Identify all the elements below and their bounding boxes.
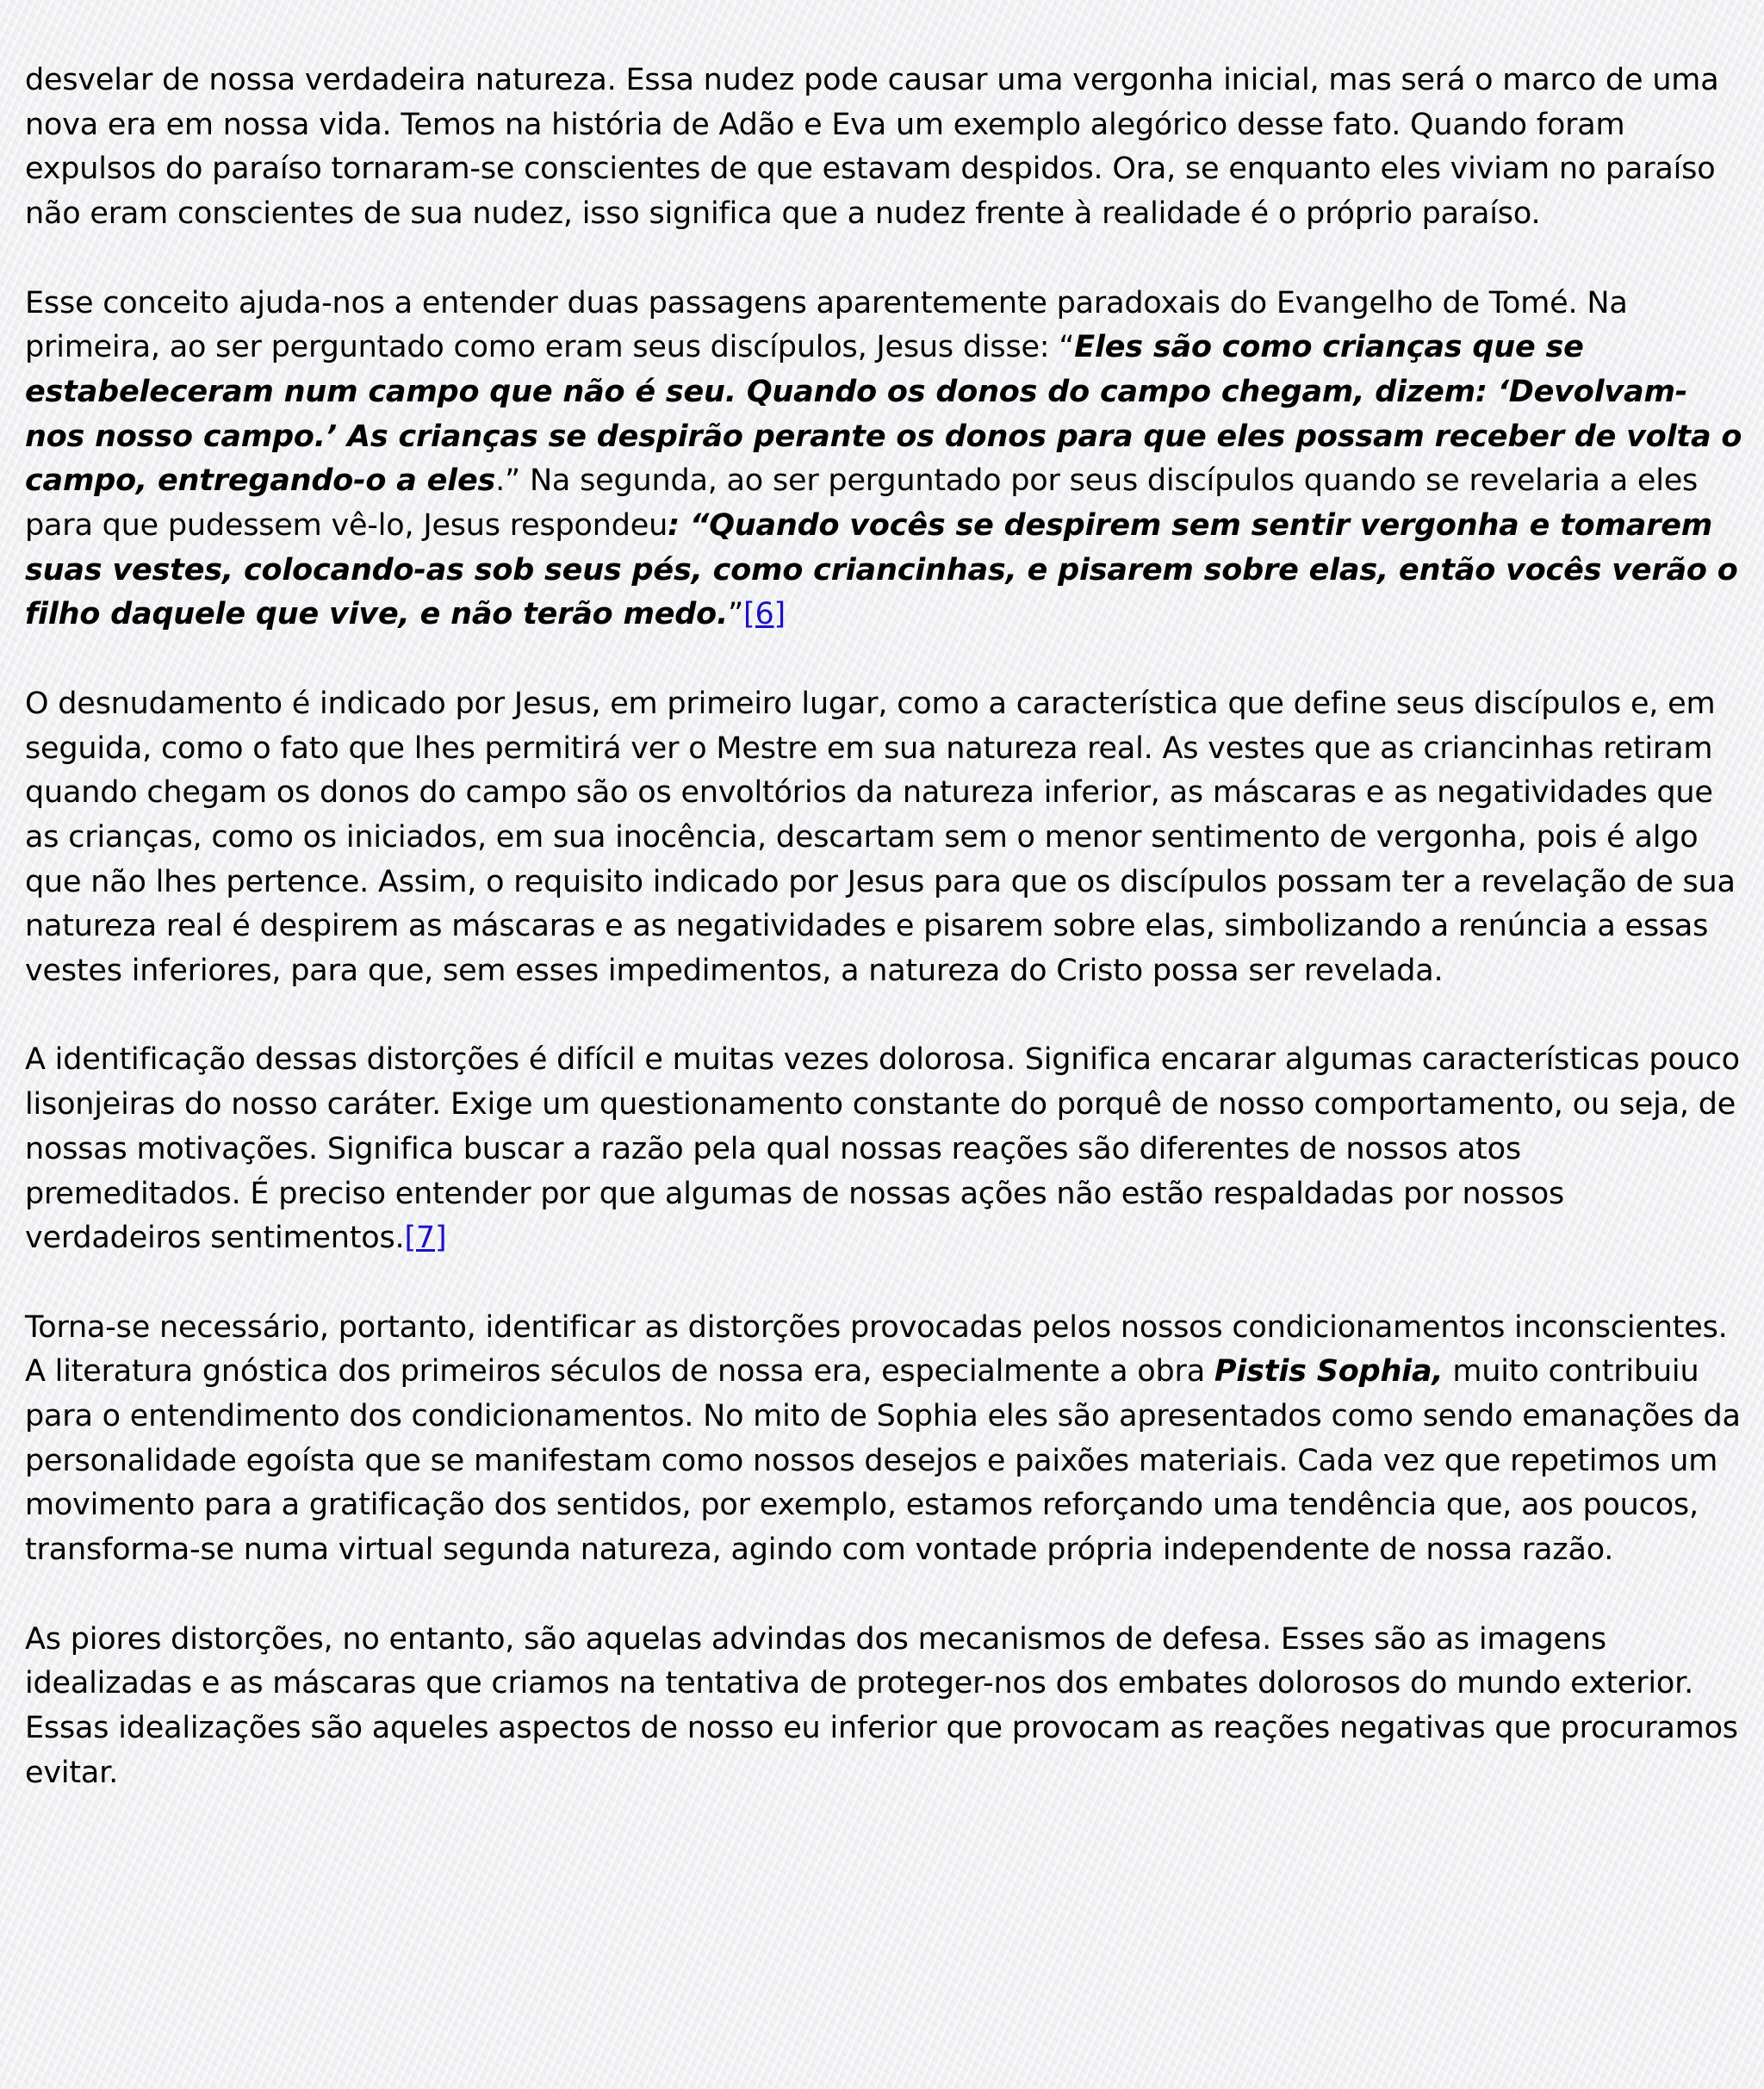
closing-quote: ” — [728, 597, 744, 632]
paragraph-defense-mechanisms — [25, 1618, 1743, 1796]
paragraph-text: As piores distorções, no entanto, são aquelas advindas dos mecanismos de defesa. Esses são as imagens idealizadas e as máscaras que criamos na tentativa de proteger-nos dos embates dolorosos do mundo exterior. Essas idealizações são aqueles aspectos de nosso eu inferior que provocam as reações negativas que procuramos evitar. — [25, 1621, 1738, 1790]
quote-children-in-field: Eles são como crianças que se estabeleceram num campo que não é seu. Quando os donos do campo chegam, dizem: ‘Devolvam-nos nosso campo.’ As crianças se despirão perante os donos para que eles possam receber de volta o campo, entregando-o a eles — [25, 330, 1742, 499]
paragraph-text: A identificação dessas distorções é difícil e muitas vezes dolorosa. Significa encarar algumas características pouco lisonjeiras do nosso caráter. Exige um questionamento constante do porquê de nosso comportamento, ou seja, de nossas motivações. Significa buscar a razão pela qual nossas reações são diferentes de nossos atos premeditados. É preciso entender por que algumas de nossas ações não estão respaldadas por nossos verdadeiros sentimentos. — [25, 1042, 1740, 1256]
quote-undress-without-shame: : “Quando vocês se despirem sem sentir vergonha e tomarem suas vestes, colocando-as sob seus pés, como criancinhas, e pisarem sobre elas, então vocês verão o filho daquele que vive, e não terão medo. — [25, 508, 1738, 632]
paragraph-text: Esse conceito ajuda-nos a entender duas passagens aparentemente paradoxais do Evangelho de Tomé. Na primeira, ao ser perguntado como eram seus discípulos, Jesus disse: “ — [25, 285, 1628, 365]
paragraph-text: .” Na segunda, ao ser perguntado por seus discípulos quando se revelaria a eles para que pudessem vê-lo, Jesus respondeu — [25, 463, 1699, 544]
paragraph-undressing — [25, 682, 1743, 994]
paragraph-identification-distortions — [25, 1038, 1743, 1261]
paragraph-text: Torna-se necessário, portanto, identificar as distorções provocadas pelos nossos condicionamentos inconscientes. A literatura gnóstica dos primeiros séculos de nossa era, especialmente a obra — [25, 1309, 1728, 1390]
paragraph-text: O desnudamento é indicado por Jesus, em primeiro lugar, como a característica que define seus discípulos e, em seguida, como o fato que lhes permitirá ver o Mestre em sua natureza real. As vestes que as criancinhas retiram quando chegam os donos do campo são os envoltórios da natureza inferior, as máscaras e as negatividades que as crianças, como os iniciados, em sua inocência, descartam sem o menor sentimento de vergonha, pois é algo que não lhes pertence. Assim, o requisito indicado por Jesus para que os discípulos possam ter a revelação de sua natureza real é despirem as máscaras e as negatividades e pisarem sobre elas, simbolizando a renúncia a essas vestes inferiores, para que, sem esses impedimentos, a natureza do Cristo possa ser revelada. — [25, 686, 1736, 989]
paragraph-text: muito contribuiu para o entendimento dos condicionamentos. No mito de Sophia eles são apresentados como sendo emanações da personalidade egoísta que se manifestam como nossos desejos e paixões materiais. Cada vez que repetimos um movimento para a gratificação dos sentidos, por exemplo, estamos reforçando uma tendência que, aos poucos, transforma-se numa virtual segunda natureza, agindo com vontade própria independente de nossa razão. — [25, 1354, 1741, 1568]
footnote-link-6[interactable]: [6] — [743, 597, 786, 632]
paragraph-gospel-of-thomas — [25, 282, 1743, 638]
paragraph-nudity-paradise — [25, 59, 1743, 237]
paragraph-conditionings — [25, 1306, 1743, 1573]
document-body — [25, 59, 1743, 1840]
paragraph-text: desvelar de nossa verdadeira natureza. Essa nudez pode causar uma vergonha inicial, mas será o marco de uma nova era em nossa vida. Temos na história de Adão e Eva um exemplo alegórico desse fato. Quando foram expulsos do paraíso tornaram-se conscientes de que estavam despidos. Ora, se enquanto eles viviam no paraíso não eram conscientes de sua nudez, isso significa que a nudez frente à realidade é o próprio paraíso. — [25, 63, 1719, 232]
work-title-pistis-sophia: Pistis Sophia, — [1214, 1354, 1444, 1390]
footnote-link-7[interactable]: [7] — [404, 1221, 447, 1256]
